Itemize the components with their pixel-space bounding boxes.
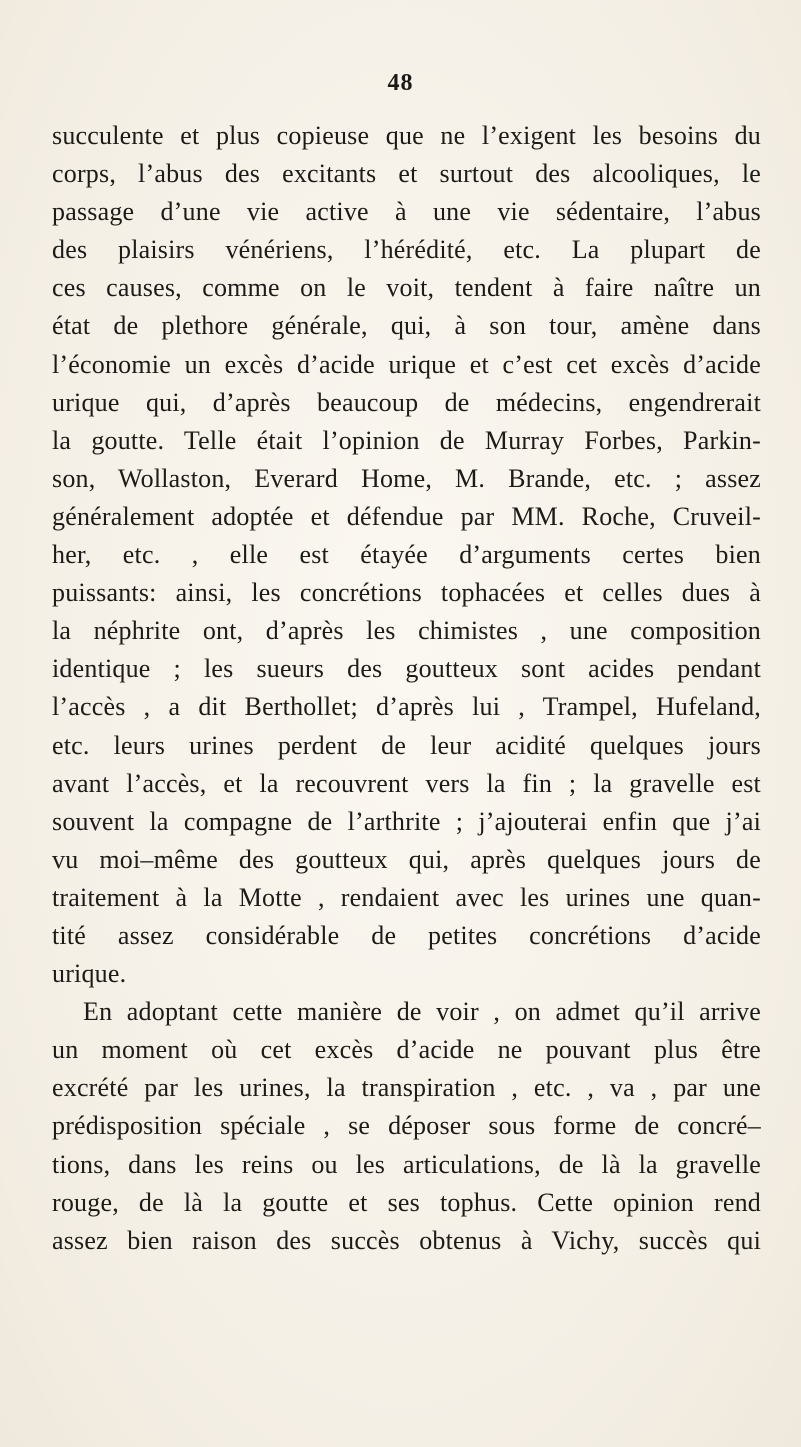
text-line: etc. leurs urines perdent de leur acidité quelques jours bbox=[52, 730, 761, 760]
text-line: un moment où cet excès d’acide ne pouvant plus être bbox=[52, 1035, 761, 1065]
text-line: excrété par les urines, la transpiration , etc. , va , par une bbox=[52, 1073, 761, 1103]
text-line: tions, dans les reins ou les articulations, de là la gravelle bbox=[52, 1149, 761, 1179]
body-text bbox=[52, 117, 761, 1260]
text-line: état de plethore générale, qui, à son tour, amène dans bbox=[52, 311, 761, 341]
text-line: la goutte. Telle était l’opinion de Murray Forbes, Parkin- bbox=[52, 425, 761, 455]
text-line: ces causes, comme on le voit, tendent à faire naître un bbox=[52, 273, 761, 303]
paragraph-end-line: urique. bbox=[52, 959, 127, 989]
text-line: succulente et plus copieuse que ne l’exigent les besoins du bbox=[52, 121, 761, 150]
text-line: l’accès , a dit Berthollet; d’après lui , Trampel, Hufeland, bbox=[52, 692, 761, 722]
text-line: traitement à la Motte , rendaient avec les urines une quan- bbox=[52, 882, 761, 912]
text-line: des plaisirs vénériens, l’hérédité, etc. La plupart de bbox=[52, 235, 761, 265]
text-line: vu moi–même des goutteux qui, après quelques jours de bbox=[52, 844, 761, 874]
text-line: puissants: ainsi, les concrétions tophacées et celles dues à bbox=[52, 578, 761, 608]
text-line: identique ; les sueurs des goutteux sont acides pendant bbox=[52, 654, 761, 684]
text-line: souvent la compagne de l’arthrite ; j’ajouterai enfin que j’ai bbox=[52, 806, 761, 836]
text-line: l’économie un excès d’acide urique et c’est cet excès d’acide bbox=[52, 349, 761, 379]
text-line: généralement adoptée et défendue par MM. Roche, Cruveil- bbox=[52, 501, 761, 531]
text-line: son, Wollaston, Everard Home, M. Brande, etc. ; assez bbox=[52, 463, 761, 493]
text-line: her, etc. , elle est étayée d’arguments certes bien bbox=[52, 540, 761, 570]
text-line: prédisposition spéciale , se déposer sous forme de concré– bbox=[52, 1111, 761, 1141]
text-line: urique qui, d’après beaucoup de médecins, engendrerait bbox=[52, 387, 761, 417]
page-number: 48 bbox=[387, 70, 414, 96]
text-line: la néphrite ont, d’après les chimistes , une composition bbox=[52, 616, 761, 646]
paragraph-start-line: En adoptant cette manière de voir , on admet qu’il arrive bbox=[83, 997, 761, 1027]
text-line: avant l’accès, et la recouvrent vers la fin ; la gravelle est bbox=[52, 768, 761, 798]
text-line: assez bien raison des succès obtenus à Vichy, succès qui bbox=[52, 1225, 761, 1255]
text-line: corps, l’abus des excitants et surtout des alcooliques, le bbox=[52, 159, 761, 189]
text-line: passage d’une vie active à une vie sédentaire, l’abus bbox=[52, 197, 761, 227]
text-line: tité assez considérable de petites concrétions d’acide bbox=[52, 920, 761, 950]
text-line: rouge, de là la goutte et ses tophus. Cette opinion rend bbox=[52, 1187, 761, 1217]
